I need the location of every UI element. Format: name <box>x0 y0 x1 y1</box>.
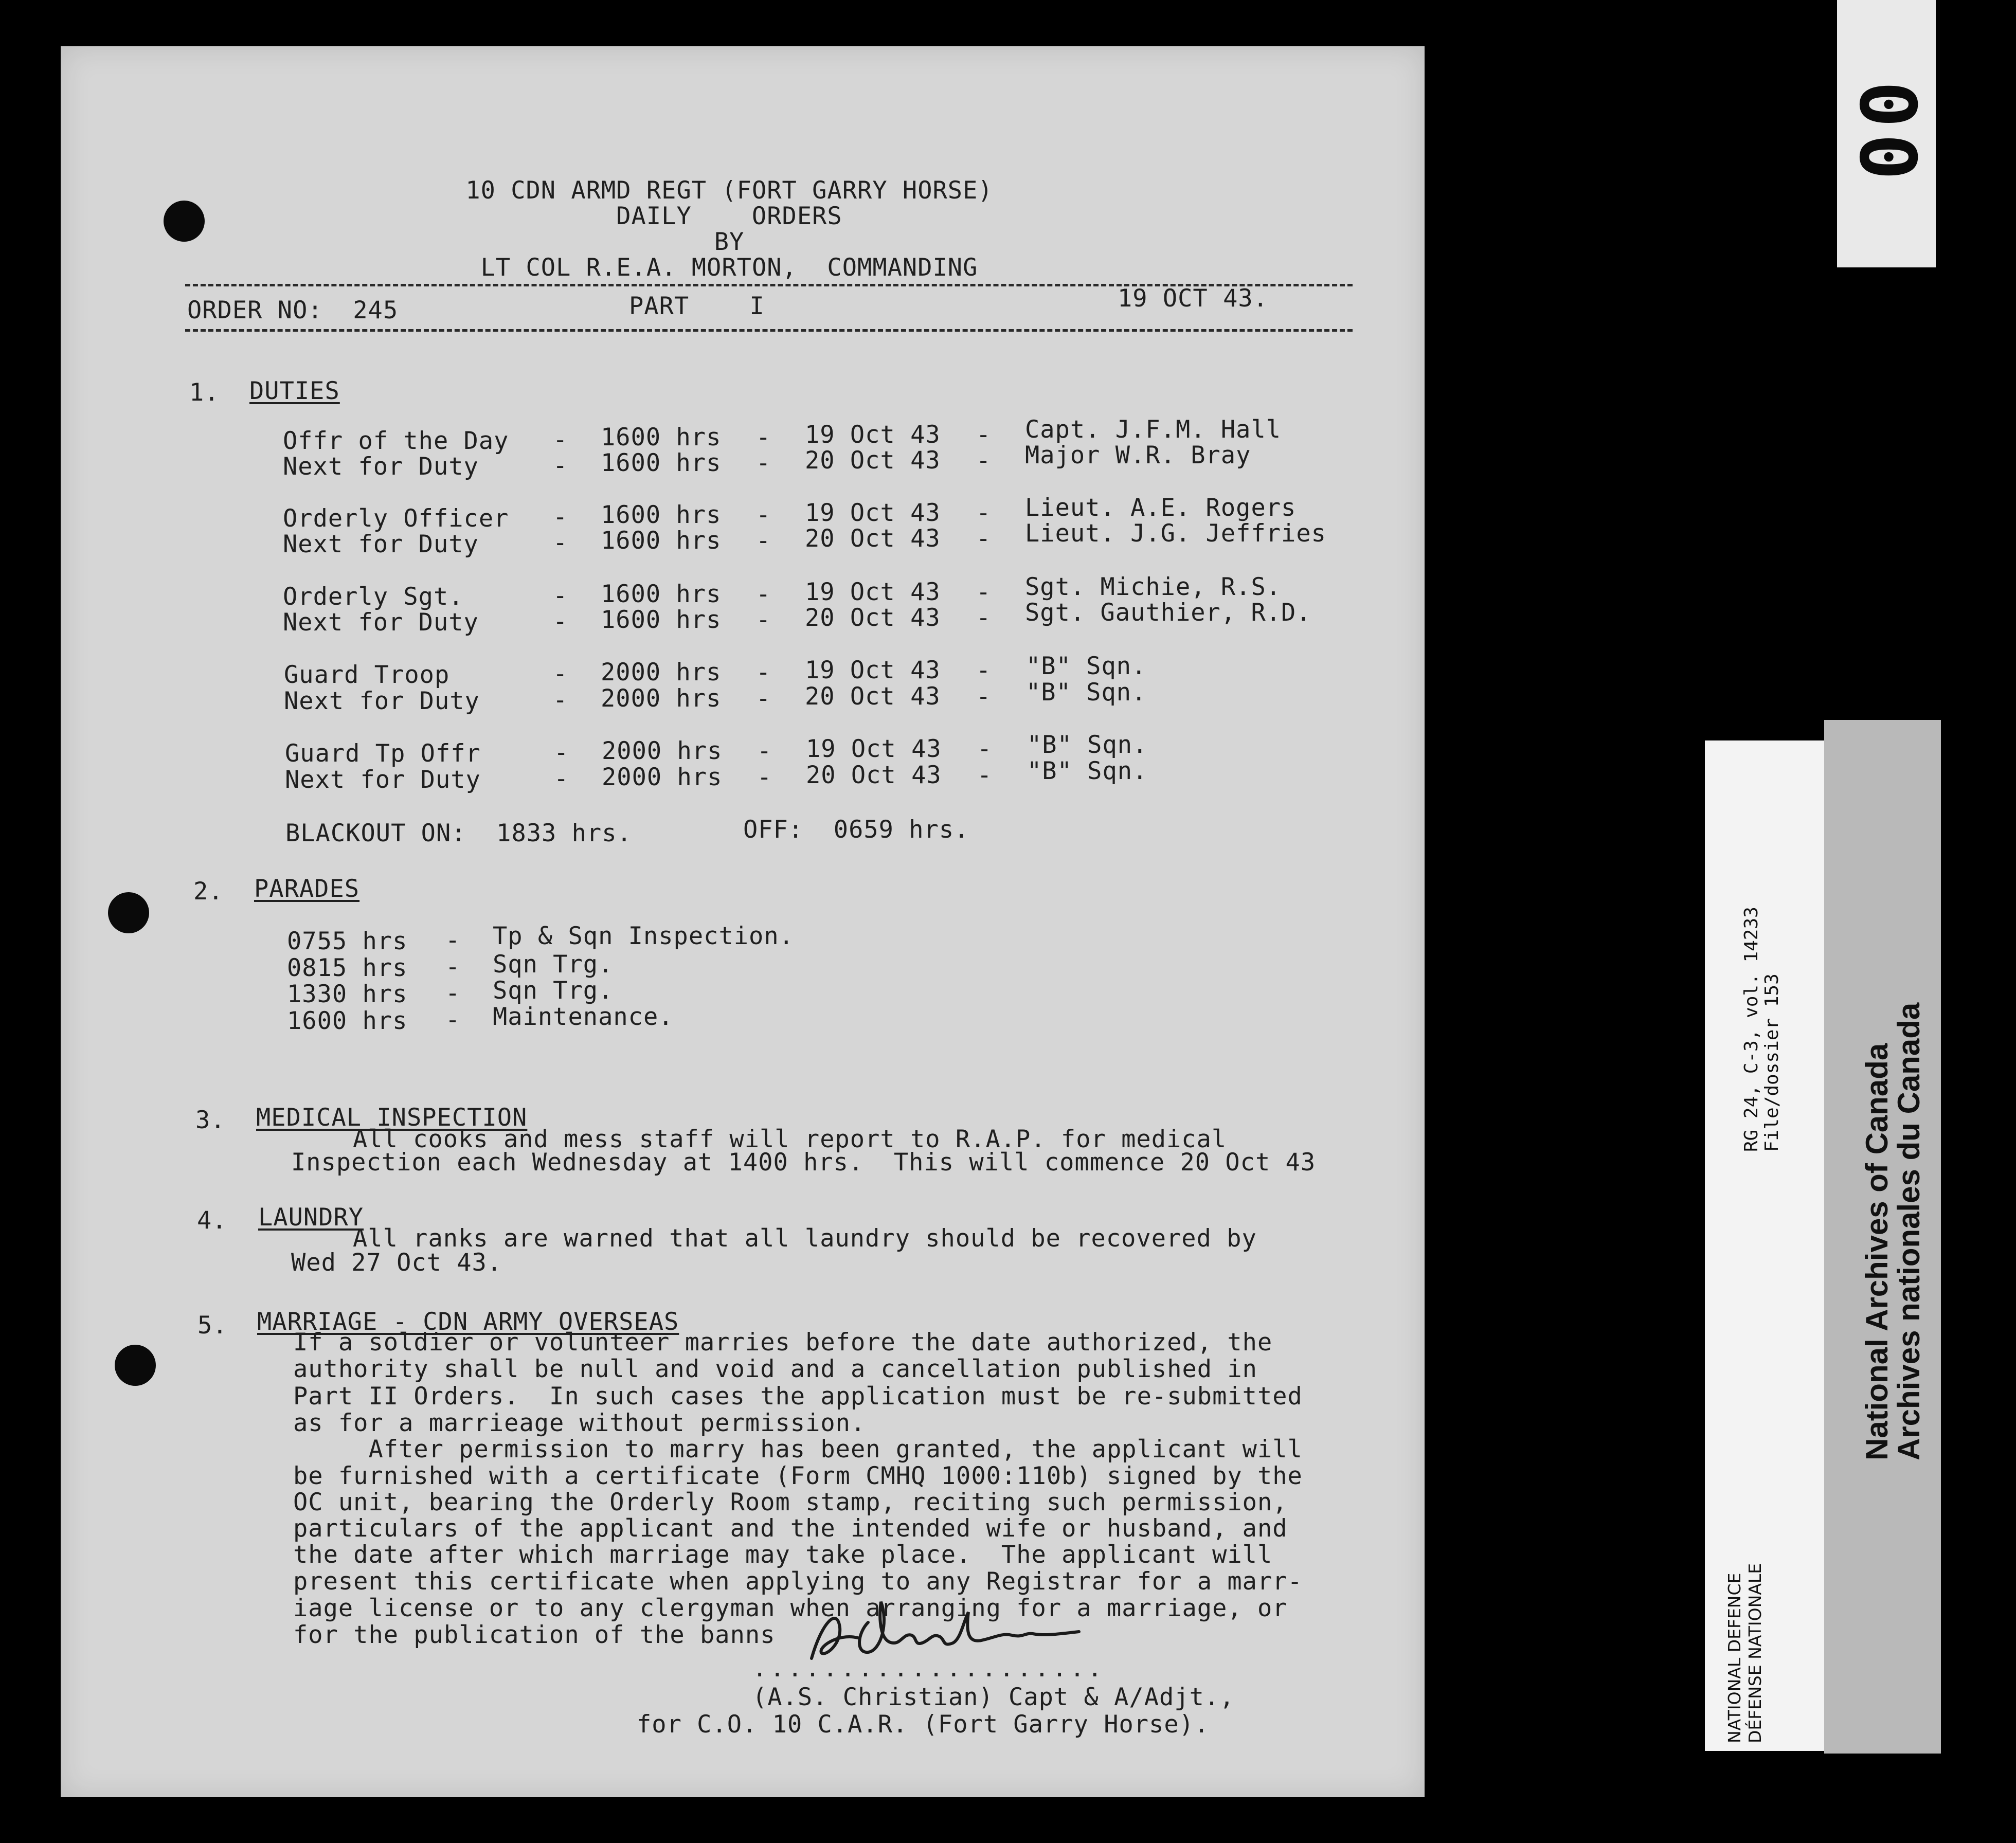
dash: - <box>445 979 461 1007</box>
laundry-line-2: Wed 27 Oct 43. <box>291 1249 502 1277</box>
parade-time: 1600 hrs <box>287 1007 408 1035</box>
frame-number: 00 <box>1842 81 1932 187</box>
signature-dotted-line: .................... <box>752 1654 1105 1683</box>
dash: - <box>553 529 568 557</box>
dash: - <box>553 686 568 714</box>
department-french: DÉFENSE NATIONALE <box>1745 1563 1765 1743</box>
marriage-line: particulars of the applicant and the intended wife or husband, and <box>293 1514 1288 1543</box>
parade-time: 1330 hrs <box>287 980 408 1008</box>
dash: - <box>553 451 568 480</box>
dash: - <box>445 1006 461 1034</box>
archives-name-english: National Archives of Canada <box>1860 1043 1894 1460</box>
dash: - <box>553 660 568 688</box>
orders-title: DAILY ORDERS <box>616 202 842 230</box>
marriage-line: OC unit, bearing the Orderly Room stamp, reciting such permission, <box>293 1488 1288 1516</box>
order-part: PART I <box>629 292 765 320</box>
dash: - <box>976 578 992 606</box>
marriage-line: present this certificate when applying to any Registrar for a marr- <box>293 1567 1303 1596</box>
dash: - <box>976 604 992 632</box>
order-number: ORDER NO: 245 <box>187 296 399 324</box>
duty-role: Guard Tp Offr <box>285 739 481 768</box>
duty-name: Capt. J.F.M. Hall <box>1025 415 1282 444</box>
signatory-name: (A.S. Christian) Capt & A/Adjt., <box>752 1683 1235 1711</box>
blackout-off: OFF: 0659 hrs. <box>743 816 969 844</box>
duty-time: 2000 hrs <box>601 658 722 686</box>
duty-name: Major W.R. Bray <box>1025 441 1251 469</box>
section-number: 3. <box>195 1106 226 1134</box>
duty-role: Next for Duty <box>284 687 480 715</box>
duty-name: "B" Sqn. <box>1027 757 1148 785</box>
archive-file: File/dossier 153 <box>1761 973 1783 1152</box>
parade-time: 0755 hrs <box>287 927 408 955</box>
marriage-line: After permission to marry has been granted, the applicant will <box>293 1435 1303 1463</box>
punch-hole-top <box>164 201 205 242</box>
dash: - <box>445 926 461 954</box>
medical-line-1: All cooks and mess staff will report to R.A.P. for medical <box>353 1125 1227 1153</box>
duty-role: Offr of the Day <box>283 427 509 455</box>
section-number: 1. <box>189 378 220 407</box>
section-heading-medical: MEDICAL INSPECTION <box>256 1104 528 1132</box>
by-line: BY <box>714 228 745 256</box>
marriage-line: Part II Orders. In such cases the application must be re-submitted <box>293 1382 1303 1411</box>
duty-name: Lieut. J.G. Jeffries <box>1025 519 1326 548</box>
duty-time: 1600 hrs <box>601 606 722 634</box>
duty-time: 1600 hrs <box>601 580 722 608</box>
duty-date: 19 Oct 43 <box>805 578 941 606</box>
duty-name: Sgt. Gauthier, R.D. <box>1025 599 1311 627</box>
duty-time: 2000 hrs <box>601 684 722 713</box>
duty-role: Next for Duty <box>283 453 479 481</box>
duty-date: 19 Oct 43 <box>805 656 941 684</box>
dash: - <box>976 421 992 449</box>
duty-date: 20 Oct 43 <box>805 682 941 711</box>
unit-title: 10 CDN ARMD REGT (FORT GARRY HORSE) <box>465 176 993 205</box>
section-heading-parades: PARADES <box>254 875 360 903</box>
frame-number-strip <box>1837 0 1936 267</box>
dash: - <box>757 737 772 765</box>
dash: - <box>976 525 992 553</box>
dash: - <box>976 499 992 527</box>
marriage-line: for the publication of the banns <box>293 1621 776 1649</box>
punch-hole-bottom <box>115 1345 156 1386</box>
dash: - <box>977 761 993 789</box>
dash: - <box>756 423 771 451</box>
punch-hole-middle <box>108 892 149 933</box>
archive-name-strip <box>1824 720 1941 1754</box>
duty-time: 2000 hrs <box>602 763 723 791</box>
dash: - <box>756 658 771 686</box>
marriage-line: as for a marrieage without permission. <box>293 1409 866 1437</box>
duty-date: 19 Oct 43 <box>805 499 941 527</box>
dash: - <box>553 426 568 454</box>
duty-name: Lieut. A.E. Rogers <box>1025 494 1297 522</box>
order-date: 19 OCT 43. <box>1118 284 1268 313</box>
dash: - <box>756 501 771 529</box>
section-heading-laundry: LAUNDRY <box>258 1203 364 1232</box>
section-number: 5. <box>197 1311 228 1340</box>
document-page <box>61 46 1425 1797</box>
dash: - <box>554 738 569 767</box>
dash: - <box>756 580 771 608</box>
dash: - <box>977 735 993 763</box>
marriage-line: iage license or to any clergyman when arranging for a marriage, or <box>293 1594 1288 1622</box>
duty-role: Orderly Officer <box>283 504 509 533</box>
duty-time: 1600 hrs <box>601 527 722 555</box>
dash: - <box>756 527 771 555</box>
department-english: NATIONAL DEFENCE <box>1724 1573 1744 1743</box>
dash: - <box>554 765 569 793</box>
medical-line-2: Inspection each Wednesday at 1400 hrs. This will commence 20 Oct 43 <box>291 1148 1316 1177</box>
archive-label <box>1705 740 1824 1751</box>
duty-name: Sgt. Michie, R.S. <box>1025 573 1282 601</box>
duty-date: 19 Oct 43 <box>805 421 941 449</box>
signatory-on-behalf: for C.O. 10 C.A.R. (Fort Garry Horse). <box>637 1710 1210 1739</box>
dash: - <box>553 607 568 636</box>
header-rule-bottom <box>185 329 1353 332</box>
dash: - <box>445 953 461 981</box>
duty-role: Guard Troop <box>284 661 450 689</box>
marriage-line: the date after which marriage may take place. The applicant will <box>293 1541 1273 1569</box>
duty-name: "B" Sqn. <box>1027 731 1148 759</box>
dash: - <box>976 656 992 684</box>
duty-role: Next for Duty <box>283 608 479 637</box>
parade-time: 0815 hrs <box>287 954 408 982</box>
dash: - <box>976 446 992 475</box>
duty-date: 20 Oct 43 <box>805 446 941 475</box>
section-heading-marriage: MARRIAGE - CDN ARMY OVERSEAS <box>257 1308 679 1336</box>
section-number: 2. <box>193 877 224 906</box>
section-heading-duties: DUTIES <box>249 377 340 405</box>
marriage-line: authority shall be null and void and a cancellation published in <box>293 1355 1257 1383</box>
dash: - <box>757 763 772 791</box>
duty-time: 1600 hrs <box>601 423 722 451</box>
duty-time: 1600 hrs <box>601 501 722 529</box>
duty-date: 20 Oct 43 <box>805 604 941 632</box>
dash: - <box>553 582 568 610</box>
parade-activity: Tp & Sqn Inspection. <box>493 922 794 950</box>
laundry-line-1: All ranks are warned that all laundry should be recovered by <box>353 1224 1257 1253</box>
dash: - <box>976 682 992 711</box>
duty-date: 20 Oct 43 <box>805 525 941 553</box>
section-number: 4. <box>197 1206 227 1235</box>
duty-name: "B" Sqn. <box>1026 652 1147 680</box>
marriage-line: If a soldier or volunteer marries before the date authorized, the <box>293 1328 1273 1357</box>
archive-reference: RG 24, C-3, vol. 14233 <box>1741 907 1762 1152</box>
duty-time: 1600 hrs <box>601 449 722 477</box>
commanding-officer: LT COL R.E.A. MORTON, COMMANDING <box>480 254 978 282</box>
duty-date: 20 Oct 43 <box>806 761 942 789</box>
duty-date: 19 Oct 43 <box>806 735 942 763</box>
dash: - <box>756 684 771 713</box>
duty-role: Orderly Sgt. <box>283 583 464 611</box>
dash: - <box>756 449 771 477</box>
parade-activity: Sqn Trg. <box>493 950 614 979</box>
archives-name-french: Archives nationales du Canada <box>1892 1002 1926 1460</box>
duty-role: Next for Duty <box>285 766 481 794</box>
blackout-on: BLACKOUT ON: 1833 hrs. <box>285 819 632 847</box>
dash: - <box>756 606 771 634</box>
parade-activity: Sqn Trg. <box>493 977 614 1005</box>
marriage-line: be furnished with a certificate (Form CMHQ 1000:110b) signed by the <box>293 1462 1303 1490</box>
duty-role: Next for Duty <box>283 530 479 558</box>
parade-activity: Maintenance. <box>493 1003 674 1031</box>
duty-time: 2000 hrs <box>602 737 723 765</box>
duty-name: "B" Sqn. <box>1026 678 1147 707</box>
dash: - <box>553 503 568 531</box>
